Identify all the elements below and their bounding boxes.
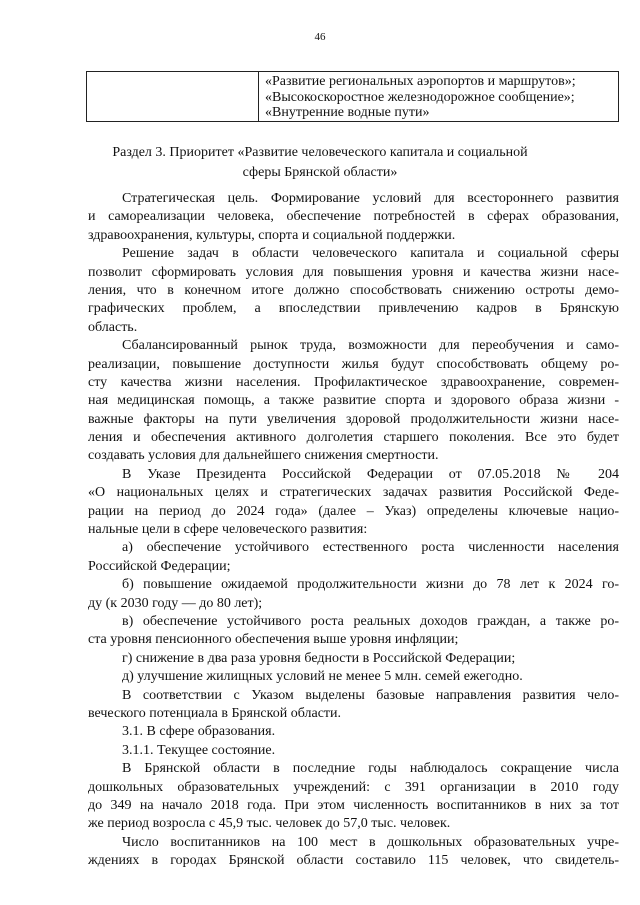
table-cell-projects (259, 72, 619, 122)
text-line: Стратегическая цель. Формирование условий для всестороннего развития (122, 191, 619, 206)
text-line: «О национальных целях и стратегических задачах развития Российской Феде- (88, 485, 619, 501)
text-line: в) обеспечение устойчивого роста реальных доходов граждан, а также ро- (122, 613, 619, 629)
table-line: «Высокоскоростное железнодорожное сообщение»; (265, 89, 575, 105)
text-line: В Брянской области в последние годы наблюдалось сокращение числа (122, 761, 619, 777)
body-text (88, 190, 619, 870)
text-line: рации на период до 2024 года» (далее – Указ) определены ключевые нацио- (88, 503, 619, 519)
text-line: и самореализации человека, обеспечение потребностей в сферах образования, (88, 209, 619, 225)
text-line: здравоохранения, культуры, спорта и социальной поддержки. (88, 227, 456, 243)
text-line: В Указе Президента Российской Федерации от 07.05.2018 № 204 (122, 466, 619, 482)
text-line: ления и обеспечения активного долголетия старшего поколения. Все это будет (88, 430, 619, 446)
section-heading-line: Раздел 3. Приоритет «Развитие человеческого капитала и социальной (112, 145, 528, 160)
page-number: 46 (314, 31, 326, 43)
text-line: ста уровня пенсионного обеспечения выше уровня инфляции; (88, 632, 459, 648)
table-cell-empty (87, 72, 259, 122)
text-line: важные факторы на пути увеличения здоровой продолжительности жизни насе- (88, 411, 619, 427)
text-line: позволит сформировать условия для повышения уровня и качества жизни насе- (88, 264, 619, 280)
text-line: область. (88, 319, 138, 335)
text-line: а) обеспечение устойчивого естественного роста численности населения (122, 540, 619, 556)
text-line: б) повышение ожидаемой продолжительности жизни до 78 лет к 2024 го- (122, 577, 619, 593)
text-line: Число воспитанников на 100 мест в дошкольных образовательных учре- (122, 834, 619, 850)
text-line: нальные цели в сфере человеческого развития: (88, 522, 368, 538)
text-line: до 349 на начало 2018 года. При этом численность воспитанников в них за тот (88, 797, 619, 813)
section-heading (0, 143, 640, 183)
text-line: сту качества жизни населения. Профилактическое здравоохранение, современ- (88, 374, 619, 390)
text-line: В соответствии с Указом выделены базовые направления развития чело- (122, 687, 619, 703)
text-line: создавать условия для дальнейшего снижения смертности. (88, 448, 439, 464)
text-line: Российской Федерации; (88, 558, 231, 574)
text-line: ная медицинская помощь, а также развитие спорта и здорового образа жизни - (88, 393, 619, 409)
continuation-table (86, 71, 619, 122)
text-line: дошкольных образовательных учреждений: с 391 организации в 2010 году (88, 779, 619, 795)
text-line: реализации, повышение доступности жилья будут способствовать общему ро- (88, 356, 619, 372)
text-line: д) улучшение жилищных условий не менее 5 млн. семей ежегодно. (122, 669, 523, 685)
text-line: ду (к 2030 году — до 80 лет); (88, 595, 263, 611)
text-line: Сбалансированный рынок труда, возможности для переобучения и само- (122, 338, 619, 354)
table-row (87, 72, 619, 122)
text-line: 3.1. В сфере образования. (122, 724, 276, 740)
section-heading-line: сферы Брянской области» (242, 165, 398, 180)
text-line: ления, что в конечном итоге должно способствовать снижению остроты демо- (88, 282, 619, 298)
text-line: 3.1.1. Текущее состояние. (122, 742, 276, 758)
text-line: Решение задач в области человеческого капитала и социальной сферы (122, 246, 619, 262)
text-line: веческого потенциала в Брянской области. (88, 705, 342, 721)
text-line: же период возросла с 45,9 тыс. человек до 57,0 тыс. человек. (88, 816, 451, 832)
text-line: ждениях в городах Брянской области составило 115 человек, что свидетель- (88, 853, 619, 869)
table-line: «Развитие региональных аэропортов и маршрутов»; (265, 74, 576, 89)
text-line: графических проблем, а впоследствии привлечению кадров в Брянскую (88, 301, 619, 317)
table-line: «Внутренние водные пути» (265, 105, 430, 120)
text-line: г) снижение в два раза уровня бедности в Российской Федерации; (122, 650, 516, 666)
